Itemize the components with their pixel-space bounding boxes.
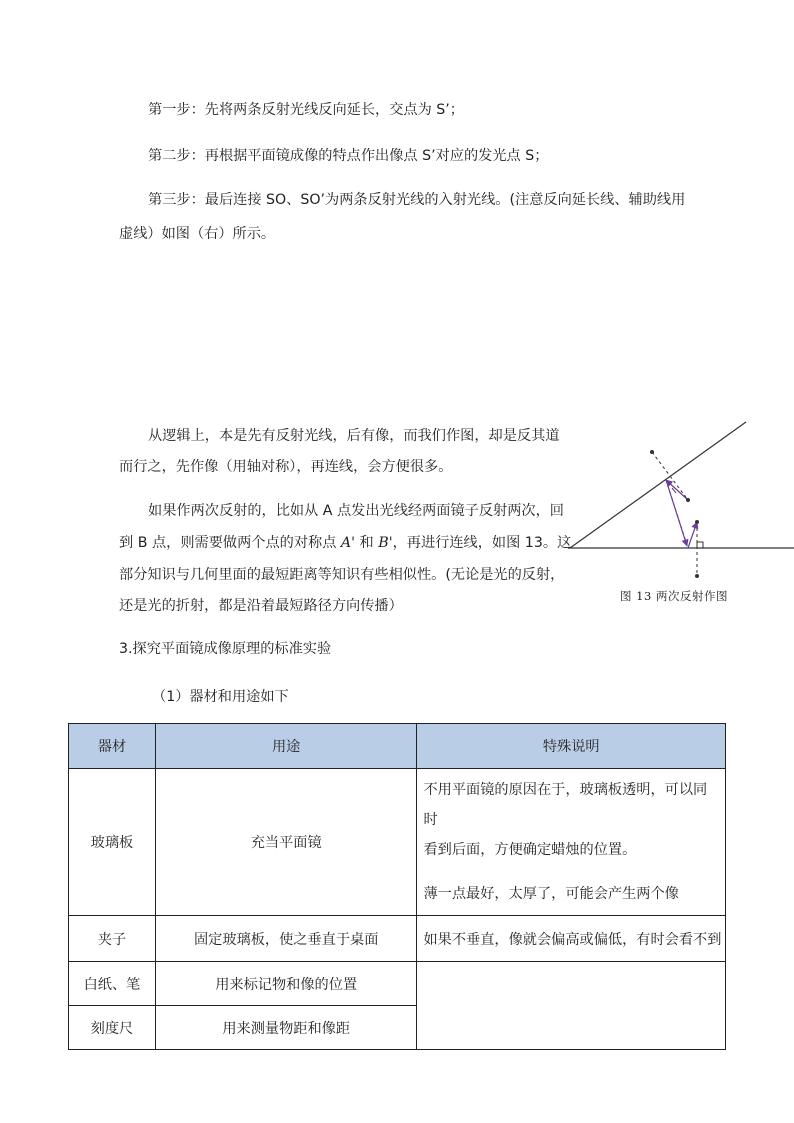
cell-use: 固定玻璃板，使之垂直于桌面	[155, 916, 417, 962]
figure-caption: 图 13 两次反射作图	[620, 589, 728, 603]
cell-use: 用来标记物和像的位置	[155, 962, 417, 1006]
point-b	[695, 520, 699, 524]
paragraph-two-reflections-4: 还是光的折射，都是沿着最短路径方向传播）	[119, 598, 403, 614]
paragraph-two-reflections-1: 如果作两次反射的，比如从 A 点发出光线经两面镜子反射两次，回	[148, 503, 564, 519]
paragraph-logic-2: 而行之，先作像（用轴对称），再连线，会方便很多。	[119, 459, 453, 475]
second-reflected-ray	[688, 522, 697, 548]
header-use: 用途	[155, 724, 417, 769]
equipment-table	[68, 723, 726, 1050]
symbol-b-prime: B'	[378, 535, 393, 551]
symbol-a-prime: A'	[340, 535, 356, 551]
cell-note: 如果不垂直，像就会偏高或偏低，有时会看不到	[417, 916, 726, 962]
paragraph-two-reflections-2: 到 B 点，则需要做两个点的对称点 A' 和 B'，再进行连线，如图 13。这	[119, 535, 572, 551]
cell-use: 用来测量物距和像距	[155, 1006, 417, 1050]
step-2: 第二步：再根据平面镜成像的特点作出像点 S’对应的发光点 S；	[148, 148, 549, 164]
cell-item: 玻璃板	[69, 769, 156, 916]
paragraph-logic-1: 从逻辑上，本是先有反射光线，后有像，而我们作图，却是反其道	[148, 428, 560, 444]
header-equipment: 器材	[69, 724, 156, 769]
section-title: 3.探究平面镜成像原理的标准实验	[119, 641, 332, 657]
cell-item: 夹子	[69, 916, 156, 962]
cell-note-empty	[417, 962, 726, 1050]
point-a	[686, 498, 690, 502]
table-row	[69, 769, 726, 916]
right-angle-mark-b	[697, 542, 703, 548]
table-row	[69, 916, 726, 962]
reflection-diagram	[566, 418, 794, 590]
cell-item: 白纸、笔	[69, 962, 156, 1006]
inclined-mirror	[570, 422, 746, 548]
step-3: 第三步：最后连接 SO、SO’为两条反射光线的入射光线。(注意反向延长线、辅助线用	[148, 192, 686, 208]
header-note: 特殊说明	[417, 724, 726, 769]
point-a-image	[650, 450, 654, 454]
cell-item: 刻度尺	[69, 1006, 156, 1050]
cell-note: 不用平面镜的原因在于，玻璃板透明，可以同时 看到后面，方便确定蜡烛的位置。 薄一点最好，太厚了，可能会产生两个像	[417, 769, 726, 916]
point-b-image	[695, 574, 699, 578]
table-header-row	[69, 724, 726, 769]
table-row	[69, 962, 726, 1006]
paragraph-two-reflections-3: 部分知识与几何里面的最短距离等知识有些相似性。(无论是光的反射，	[119, 567, 565, 583]
step-1: 第一步：先将两条反射光线反向延长，交点为 S’；	[148, 102, 464, 118]
cell-use: 充当平面镜	[155, 769, 417, 916]
sub-title: （1）器材和用途如下	[152, 689, 289, 705]
step-3-cont: 虚线）如图（右）所示。	[119, 226, 276, 242]
